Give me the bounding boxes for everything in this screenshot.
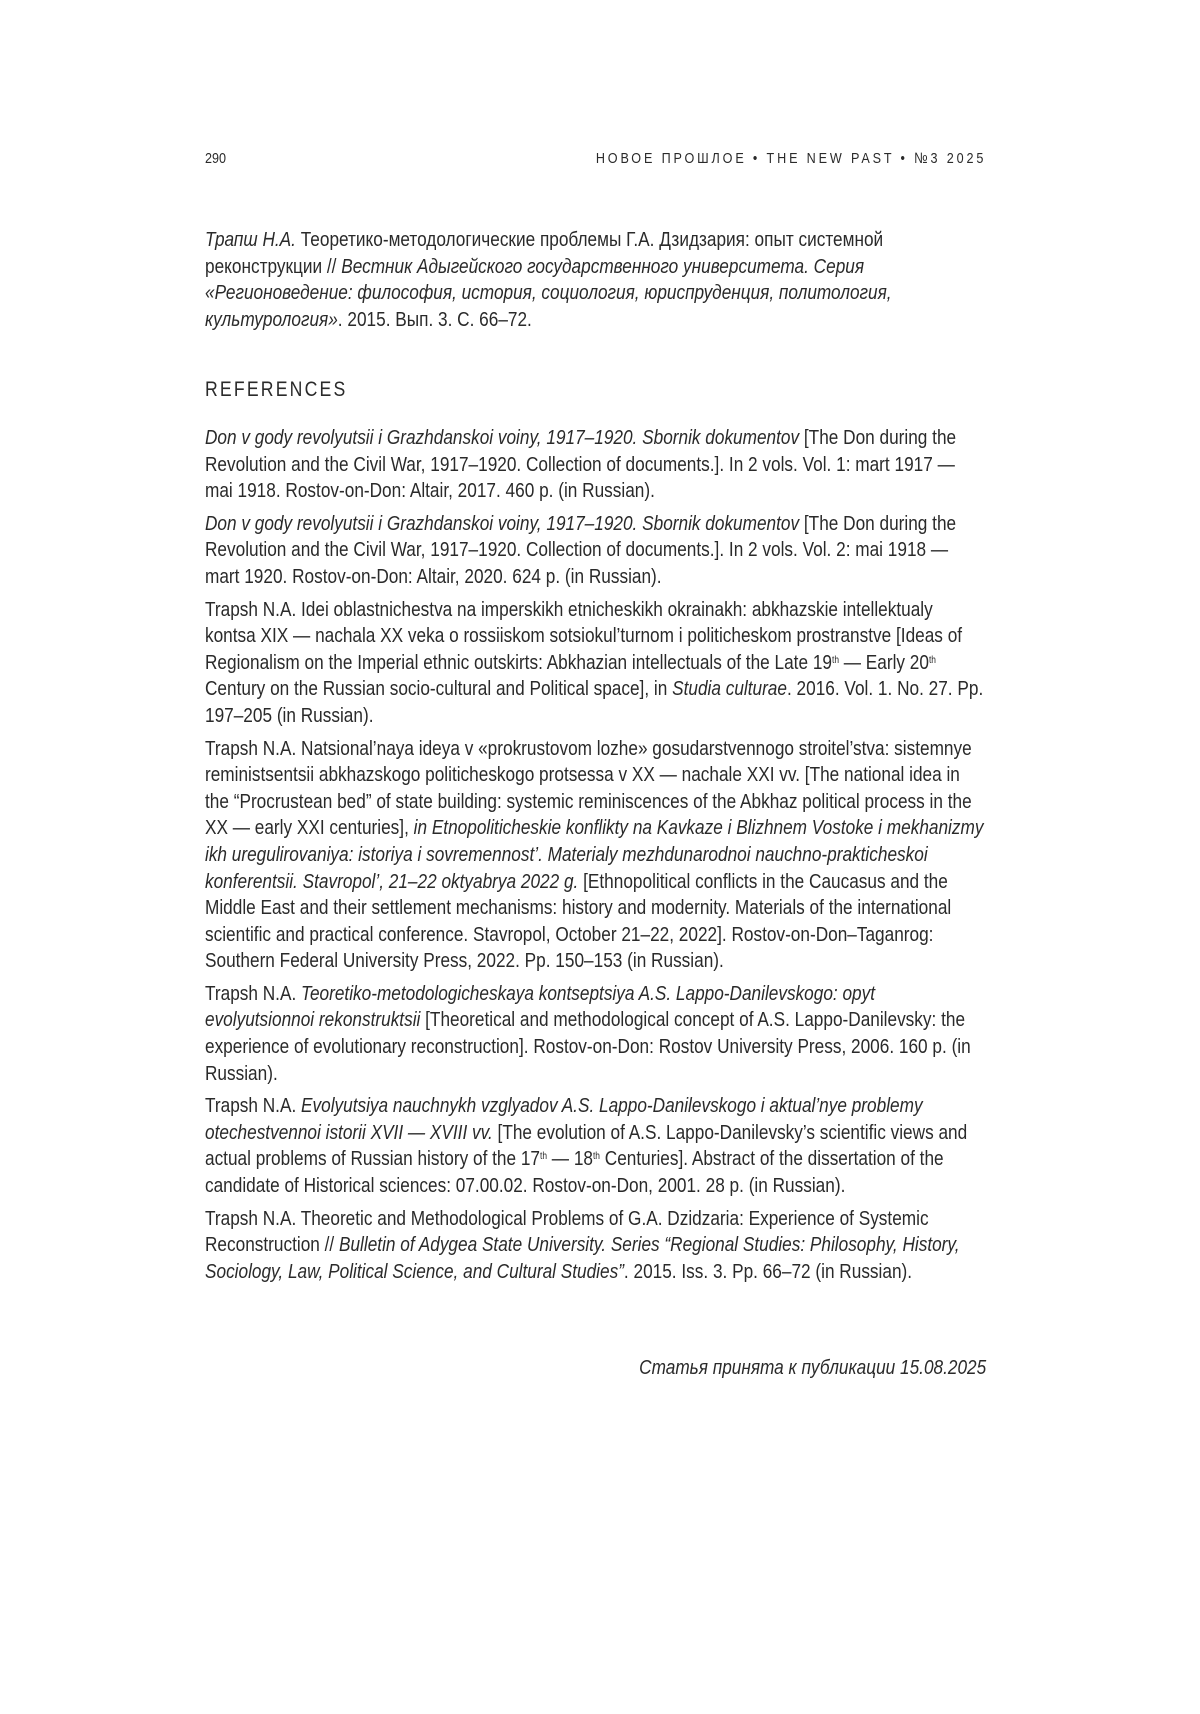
superscript: th — [540, 1151, 547, 1162]
text-segment: . 2016. Vol. 1. No. 27. Pp. 197–205 (in Russian). — [205, 677, 983, 727]
text-segment: — Early 20 — [839, 651, 929, 674]
italic-text: Трапш Н.А. — [205, 228, 296, 251]
text-segment: [The Don during the Revolution and the Civil War, 1917–1920. Collection of documents.]. In 2 vols. Vol. 1: mart 1917 — mai 1918. Rostov-on-Don: Altair, 2017. 460 p. (in Russian). — [205, 426, 956, 502]
text-segment: . 2015. Iss. 3. Pp. 66–72 (in Russian). — [624, 1260, 912, 1283]
text-segment: . 2015. Вып. 3. С. 66–72. — [338, 308, 532, 331]
reference-entry — [205, 1206, 986, 1286]
italic-text: Don v gody revolyutsii i Grazhdanskoi voiny, 1917–1920. Sbornik dokumentov — [205, 512, 799, 535]
text-segment: Теоретико-методологические проблемы Г.А. Дзидзария: опыт систем­ной реконструкции // — [205, 228, 883, 278]
italic-text: Teoretiko-metodologicheskaya kontseptsiya A.S. Lappo-Danilevskogo: opyt evolyutsionnoi rekonstruktsii — [205, 982, 875, 1032]
text-segment: Century on the Russian socio-cultural and Political space], in — [205, 677, 672, 700]
text-segment: Trapsh N.A. Idei oblastnichestva na imperskikh etnicheskikh okrainakh: abkhazskie intellektualy kontsa XIX — nachala XX veka o rossiiskom sotsiokul’turnom i politicheskom prostranstve [Ideas of Regionalism on the Imperial ethnic outskirts: Abkhazian intellectuals of the Late 19 — [205, 598, 962, 674]
reference-entry — [205, 981, 986, 1087]
text-segment: [The evolution of A.S. Lappo-Danilevsky’s scien­tific views and actual problems of Russian history of the 17 — [205, 1121, 967, 1171]
superscript: th — [929, 655, 936, 666]
text-segment: Trapsh N.A. — [205, 982, 301, 1005]
text-segment: Trapsh N.A. Natsional’naya ideya v «prokrustovom lozhe» gosudarstvennogo stroitel’stva: sistemnye reministsentsii abkhazskogo politicheskogo protsessa v XX — nachale XXI vv. [The national idea in the “Procrustean bed” of state building: systemic reminiscences of the Abkhaz political process in the XX — early XXI centuries], — [205, 737, 972, 840]
italic-text: in Etnopoliticheskie konflikty na Kavkaze i Blizhnem Vostoke i mekhanizmy ikh uregulirovaniya: istoriya i sovremennost’. Materialy mezhdunarodnoi nauchno-prakticheskoi konferentsii. Stavropol’, 21–22 oktyabrya 2022 g. — [205, 816, 983, 892]
text-segment: [Ethnopolitical conflicts in the Caucasus and the Middle East and their settlement mechanisms: history and modernity. Materials of the international scientific and practical conference. Stavropol, October 21–22, 2022]. Rostov-on-Don–Taganrog: Southern Federal University Press, 2022. Pp. 150–153 (in Russian). — [205, 870, 951, 973]
text-segment: Trapsh N.A. — [205, 1094, 301, 1117]
page-number: 290 — [205, 150, 226, 167]
reference-entry — [205, 511, 986, 591]
text-segment: Centuries]. Abstract of the dissertation of the candidate of Historical sciences: 07.00.02. Rostov-on-Don, 2001. 28 p. (in Russian). — [205, 1147, 944, 1197]
text-segment: [The Don during the Revolution and the Civil War, 1917–1920. Collection of documents.]. In 2 vols. Vol. 2: mai 1918 — mart 1920. Rostov-on-Don: Altair, 2020. 624 p. (in Russian). — [205, 512, 956, 588]
text-segment: [Theoretical and methodological concept of A.S. Lappo-Danilevsky: the experience of evolutionary reconstruction]. Rostov-on-Don: Rostov University Press, 2006. 160 p. (in Russian). — [205, 1008, 971, 1084]
accepted-note: Статья принята к публикации 15.08.2025 — [205, 1355, 986, 1382]
italic-text: Don v gody revolyutsii i Grazhdanskoi voiny, 1917–1920. Sbornik dokumentov — [205, 426, 799, 449]
reference-entry — [205, 736, 986, 975]
references-list — [205, 425, 986, 1291]
italic-text: Вестник Адыгейского государственного университета. Серия «Регионоведение: философия, история, социология, юриспруденция, политология, культурология» — [205, 255, 892, 331]
italic-text: Evolyutsiya nauchnykh vzglyadov A.S. Lappo-Danilevskogo i aktual’nye prob­lemy otechestvennoi istorii XVII — XVIII vv. — [205, 1094, 923, 1144]
reference-entry — [205, 425, 986, 505]
superscript: th — [593, 1151, 600, 1162]
text-segment: Trapsh N.A. Theoretic and Methodological Problems of G.A. Dzidzaria: Experience of Systemic Reconstruction // — [205, 1207, 929, 1257]
running-title: НОВОЕ ПРОШЛОЕ • THE NEW PAST • №3 2025 — [596, 150, 986, 167]
references-heading: REFERENCES — [205, 378, 986, 402]
reference-entry — [205, 597, 986, 730]
superscript: th — [832, 655, 839, 666]
reference-entry — [205, 1093, 986, 1199]
text-segment: — 18 — [547, 1147, 593, 1170]
italic-text: Bulletin of Adygea State University. Series “Regional Studies: Philosophy, History, Sociology, Law, Political Science, and Cultural Studies” — [205, 1233, 960, 1283]
russian-reference — [205, 227, 986, 333]
italic-text: Studia culturae — [672, 677, 787, 700]
